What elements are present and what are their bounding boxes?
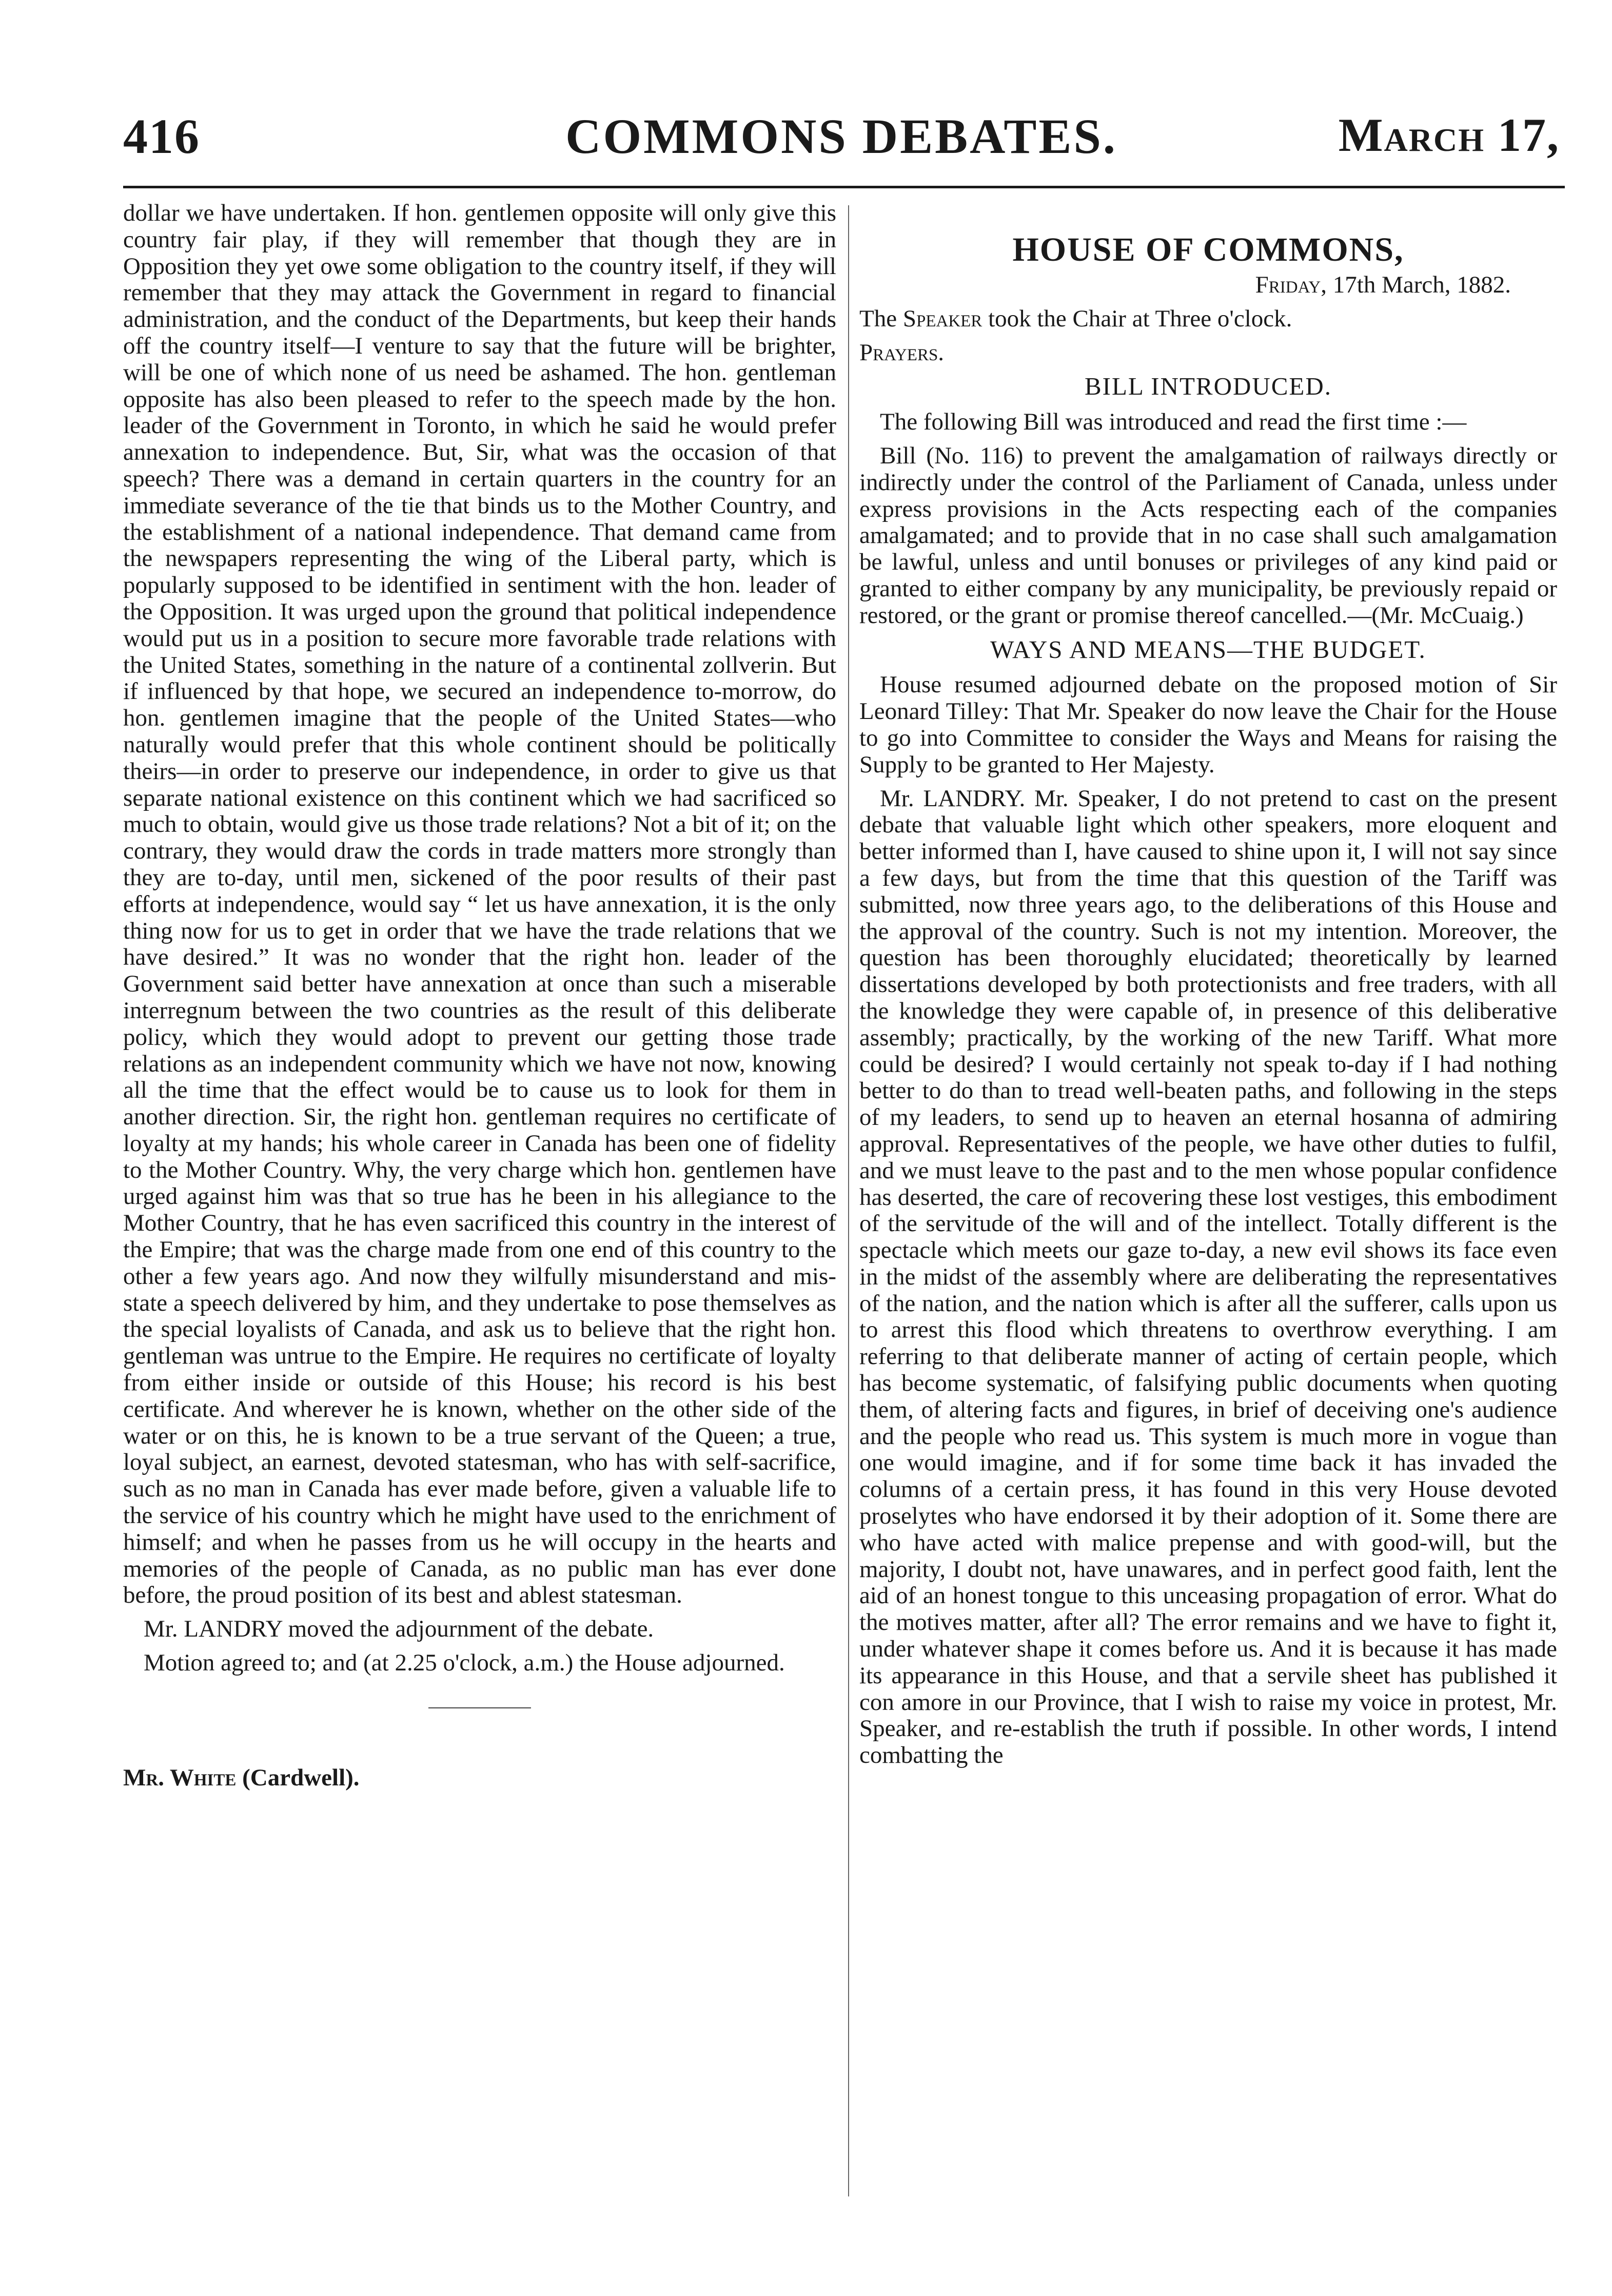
bill-text: Bill (No. 116) to prevent the amalgamation of railways directly or indirectly under the control of the Parliament of Canada, unless under express provisions in the Acts respecting each of the companies amalgamated; and to provide that in no case shall such amalgamation be lawful, unless and until bonuses or privileges of any kind paid or granted to either company by any municipality, be previously repaid or restored, or the grant or promise thereof cancelled.—(Mr. McCuaig.) xyxy=(859,442,1557,629)
page-date: March 17, xyxy=(1338,109,1560,161)
next-speaker-riding: (Cardwell). xyxy=(236,1764,360,1791)
speaker-title: Speaker xyxy=(902,305,982,332)
column-divider xyxy=(848,205,849,2196)
section-heading-bill-introduced: BILL INTRODUCED. xyxy=(1084,372,1332,401)
next-speaker-name: Mr. White xyxy=(123,1764,237,1791)
session-day: Friday xyxy=(1255,271,1321,298)
left-column xyxy=(123,200,836,1799)
header-rule xyxy=(123,186,1565,188)
debate-resumed: House resumed adjourned debate on the proposed motion of Sir Leonard Tilley: That Mr. Speaker do now leave the Chair for the House to go into Committee to consider the Ways and Means for raising the Supply to be granted to Her Majesty. xyxy=(859,671,1557,778)
section-separator xyxy=(428,1707,531,1708)
bill-intro: The following Bill was introduced and read the first time :— xyxy=(880,408,1467,436)
session-date-rest: , 17th March, 1882. xyxy=(1321,271,1511,298)
page-number: 416 xyxy=(123,109,200,164)
section-heading-ways-and-means: WAYS AND MEANS—THE BUDGET. xyxy=(990,635,1426,664)
house-title: HOUSE OF COMMONS, xyxy=(1012,231,1404,268)
speaker-line-pre: The xyxy=(859,305,903,332)
prayers: Prayers. xyxy=(859,339,945,366)
adjournment-result: Motion agreed to; and (at 2.25 o'clock, a.m.) the House adjourned. xyxy=(144,1649,785,1677)
speaker-line-post: took the Chair at Three o'clock. xyxy=(982,305,1292,332)
running-head xyxy=(123,103,1560,174)
speaker-takes-chair xyxy=(859,306,1557,333)
next-speaker-tag xyxy=(123,1765,836,1792)
landry-speech: Mr. LANDRY. Mr. Speaker, I do not pretend to cast on the present debate that valuable light which other speakers, more eloquent and better informed than I, have caused to shine upon it, I will not say since a few days, but from the time that this question of the Tariff was submitted, now three years ago, to the deliberations of this House and the approval of the country. Such is not my intention. Moreover, the question has been thoroughly elucidated; theoretically by learned dissertations developed by both protectionists and free traders, with all the knowledge they were capable of, in presence of this deliberative assembly; practically, by the working of the new Tariff. What more could be desired? I would certainly not speak to-day if I had nothing better to do than to tread well-beaten paths, and following in the steps of my leaders, to send up to heaven an eternal hosanna of admiring approval. Representatives of the people, we have other duties to fulfil, and we must leave to the past and to the men whose popular confidence has deserted, the care of recovering these lost vestiges, this embodiment of the servitude of the will and of the intellect. Totally different is the spectacle which meets our gaze to-day, a new evil shows its face even in the midst of the assembly where are deliberating the representatives of the nation, and the nation which is after all the sufferer, calls upon us to arrest this flood which threatens to overthrow everything. I am referring to that deliberate manner of acting of certain people, which has become systematic, of falsifying public documents when quoting them, of altering facts and figures, in brief of deceiving one's audience and the people who read us. This system is much more in vogue than one would imagine, and if for some time back it has invaded the columns of a certain press, it has found in this very House devoted proselytes who have endorsed it by their adoption of it. Some there are who have acted with malice prepense and with good-will, but the majority, I doubt not, have unawares, and in perfect good faith, lent the aid of an honest tongue to this unceasing propagation of error. What do the motives matter, after all? The error remains and we have to fight it, under whatever shape it comes before us. And it is because it has made its appearance in this House, and that a servile sheet has published it con amore in our Province, that I wish to raise my voice in protest, Mr. Speaker, and re-establish the truth if possible. In other words, I intend combatting the xyxy=(859,785,1557,1769)
journal-title: COMMONS DEBATES. xyxy=(565,109,1117,164)
right-column xyxy=(859,200,1557,1776)
session-date xyxy=(859,272,1557,299)
adjournment-motion: Mr. LANDRY moved the adjournment of the debate. xyxy=(144,1616,654,1643)
speech-continuation: dollar we have undertaken. If hon. gentlemen opposite will only give this country fair play, if they will remember that though they are in Opposition they yet owe some obligation to the country itself, if they will remember that they may attack the Government in regard to financial administration, and the conduct of the Departments, but keep their hands off the country itself—I venture to say that the future will be brighter, will be one of which none of us need be ashamed. The hon. gentleman opposite has also been pleased to refer to the speech made by the hon. leader of the Government in Toronto, in which he said he would prefer annexation to independence. But, Sir, what was the occasion of that speech? There was a demand in certain quarters in the country for an immediate severance of the tie that binds us to the Mother Country, and the establishment of a national independence. That demand came from the newspapers representing the wing of the Liberal party, which is popularly supposed to be identified in sentiment with the hon. leader of the Opposition. It was urged upon the ground that political independence would put us in a position to secure more favorable trade relations with the United States, something in the nature of a continental zollverin. But if influenced by that hope, we secured an independence to-morrow, do hon. gentlemen imagine that the people of the United States—who naturally would prefer that this whole continent should be politically theirs—in order to preserve our independence, in order to give us that separate national existence on this continent which we had sacrificed so much to obtain, would give us those trade relations? Not a bit of it; on the contrary, they would draw the cords in trade matters more strongly than they are to-day, until men, sickened of the poor results of their past efforts at independence, would say “ let us have annexation, it is the only thing now for us to get in order that we have the trade relations that we have desired.” It was no wonder that the right hon. leader of the Government said better have annexation at once than such a miserable interregnum between the two countries as the result of this deliberate policy, which they would adopt to prevent our getting those trade relations as an independent community which we have not now, knowing all the time that the effect would be to cause us to look for them in another direction. Sir, the right hon. gentleman requires no certificate of loyalty at my hands; his whole career in Canada has been one of fidelity to the Mother Country. Why, the very charge which hon. gentlemen have urged against him was that so true has he been in his allegiance to the Mother Country, that he has even sacrificed this country in the interest of the Empire; that was the charge made from one end of this country to the other a few years ago. And now they wilfully misunderstand and mis-state a speech delivered by him, and they undertake to pose themselves as the special loyalists of Canada, and ask us to believe that the right hon. gentleman was untrue to the Empire. He requires no certificate of loyalty from either inside or outside of this House; his record is his best certificate. And wherever he is known, whether on the other side of the water or on this, he is known to be a true servant of the Queen; a true, loyal subject, an earnest, devoted statesman, who has with self-sacrifice, such as no man in Canada has ever made before, given a valuable life to the service of his country which he might have used to the enrichment of himself; and when he passes from us he will occupy in the hearts and memories of the people of Canada, as no public man has ever done before, the proud position of its best and ablest statesman. xyxy=(123,200,836,1609)
